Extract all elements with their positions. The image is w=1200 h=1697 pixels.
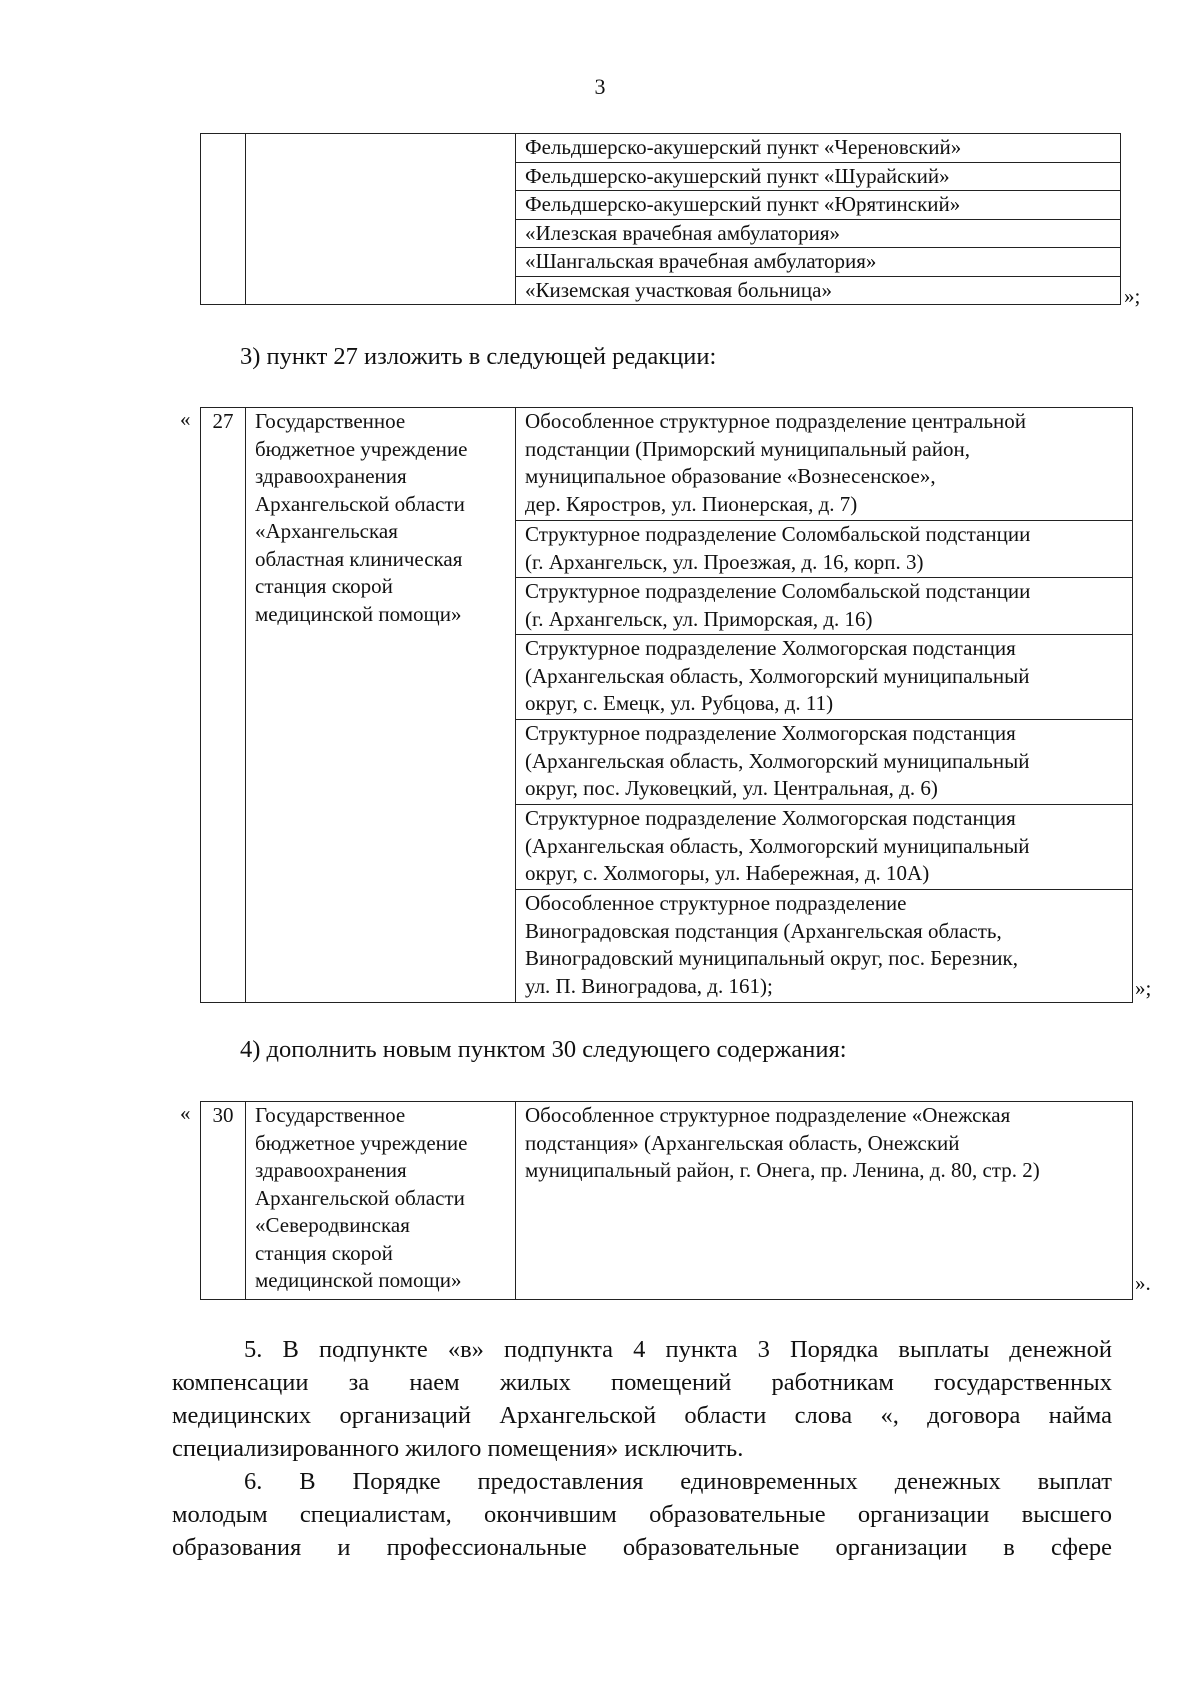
organization-name: Государственное бюджетное учреждение здравоохранения Архангельской области «Северодвинская станция скорой медицинской помощи» [246, 1102, 516, 1300]
unit-cell: Фельдшерско-акушерский пункт «Череновский» [516, 134, 1121, 163]
organization-name: Государственное бюджетное учреждение здравоохранения Архангельской области «Архангельская областная клиническая станция скорой медицинской помощи» [246, 408, 516, 1003]
unit-cell: Структурное подразделение Холмогорская подстанция (Архангельская область, Холмогорский муниципальный округ, с. Холмогоры, ул. Набережная, д. 10А) [516, 805, 1133, 890]
unit-cell: Структурное подразделение Соломбальской подстанции (г. Архангельск, ул. Проезжая, д. 16, корп. 3) [516, 521, 1133, 578]
unit-cell: Обособленное структурное подразделение Виноградовская подстанция (Архангельская область, Виноградовский муниципальный округ, пос. Березник, ул. П. Виноградова, д. 161); [516, 890, 1133, 1003]
item-number: 30 [201, 1102, 246, 1300]
table-continuation [200, 133, 1121, 305]
empty-organization-cell [246, 134, 516, 305]
paragraph-6: 6. В Порядке предоставления единовременных денежных выплат молодым специалистам, окончившим образовательные организации высшего образования и профессиональные образовательные организации в сфере [172, 1468, 1112, 1561]
section-heading-4: 4) дополнить новым пунктом 30 следующего содержания: [240, 1036, 847, 1063]
opening-quote: « [180, 1101, 191, 1125]
page-number: 3 [594, 74, 606, 99]
closing-quote: »; [1124, 284, 1141, 308]
unit-cell: Фельдшерско-акушерский пункт «Шурайский» [516, 162, 1121, 191]
unit-cell: Структурное подразделение Холмогорская подстанция (Архангельская область, Холмогорский муниципальный округ, с. Емецк, ул. Рубцова, д. 11) [516, 635, 1133, 720]
unit-cell: «Илезская врачебная амбулатория» [516, 219, 1121, 248]
item-number: 27 [201, 408, 246, 1003]
unit-cell: Структурное подразделение Холмогорская подстанция (Архангельская область, Холмогорский муниципальный округ, пос. Луковецкий, ул. Центральная, д. 6) [516, 720, 1133, 805]
unit-cell: Структурное подразделение Соломбальской подстанции (г. Архангельск, ул. Приморская, д. 16) [516, 578, 1133, 635]
table-item-30 [200, 1101, 1133, 1300]
paragraph-5: 5. В подпункте «в» подпункта 4 пункта 3 Порядка выплаты денежной компенсации за наем жилых помещений работникам государственных медицинских организаций Архангельской области слова «, договора найма специализированного жилого помещения» исключить. [172, 1336, 1112, 1462]
unit-cell: «Шангальская врачебная амбулатория» [516, 248, 1121, 277]
table-item-27 [200, 407, 1133, 1003]
unit-cell: Фельдшерско-акушерский пункт «Юрятинский» [516, 191, 1121, 220]
empty-number-cell [201, 134, 246, 305]
closing-quote: »; [1135, 976, 1152, 1000]
closing-quote: ». [1135, 1271, 1151, 1295]
opening-quote: « [180, 407, 191, 431]
section-heading-3: 3) пункт 27 изложить в следующей редакции: [240, 343, 717, 370]
unit-cell: «Киземская участковая больница» [516, 276, 1121, 305]
unit-cell: Обособленное структурное подразделение центральной подстанции (Приморский муниципальный район, муниципальное образование «Вознесенское», дер. Кяростров, ул. Пионерская, д. 7) [516, 408, 1133, 521]
unit-cell: Обособленное структурное подразделение «Онежская подстанция» (Архангельская область, Онежский муниципальный район, г. Онега, пр. Ленина, д. 80, стр. 2) [516, 1102, 1133, 1300]
